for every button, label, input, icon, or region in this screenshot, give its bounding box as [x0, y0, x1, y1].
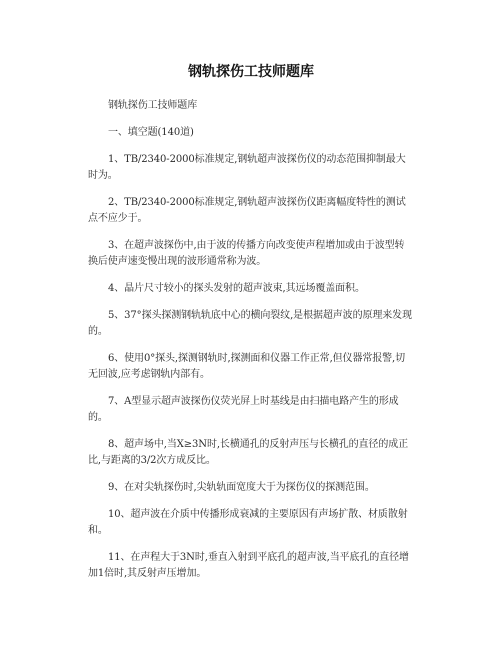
paragraph-section-heading: 一、填空题(140道) [108, 127, 194, 138]
question-4: 4、晶片尺寸较小的探头发射的超声波束,其远场覆盖面积。 [108, 283, 365, 294]
question-11: 11、在声程大于3N时,垂直入射到平底孔的超声波,当平底孔的直径增加1倍时,其反射声压增加。 [88, 552, 409, 579]
paragraph-subtitle: 钢轨探伤工技师题库 [108, 100, 198, 111]
question-1: 1、TB/2340-2000标准规定,钢轨超声波探伤仪的动态范围抑制最大时为。 [88, 154, 406, 181]
question-5: 5、37°探头探测钢轨轨底中心的横向裂纹,是根据超声波的原理来发现的。 [88, 310, 412, 337]
question-8: 8、超声场中,当X≥3N时,长横通孔的反射声压与长横孔的直径的成正比,与距离的3/2次方成反比。 [88, 439, 409, 466]
question-9: 9、在对尖轨探伤时,尖轨轨面宽度大于为探伤仪的探测范围。 [108, 482, 375, 493]
question-7: 7、A型显示超声波探伤仪荧光屏上时基线是由扫描电路产生的形成的。 [88, 396, 399, 423]
document-body [88, 98, 414, 593]
question-3: 3、在超声波探伤中,由于波的传播方向改变使声程增加或由于波型转换后使声速变慢出现的波形通常称为波。 [88, 240, 405, 267]
document-title: 钢轨探伤工技师题库 [188, 64, 314, 80]
question-6: 6、使用0°探头,探测钢轨时,探测面和仪器工作正常,但仪器常报警,切无回波,应考虑钢轨内部有。 [88, 353, 406, 380]
question-10: 10、超声波在介质中传播形成衰减的主要原因有声场扩散、材质散射和。 [88, 509, 408, 536]
question-2: 2、TB/2340-2000标准规定,钢轨超声波探伤仪距离幅度特性的测试点不应少于。 [88, 197, 406, 224]
